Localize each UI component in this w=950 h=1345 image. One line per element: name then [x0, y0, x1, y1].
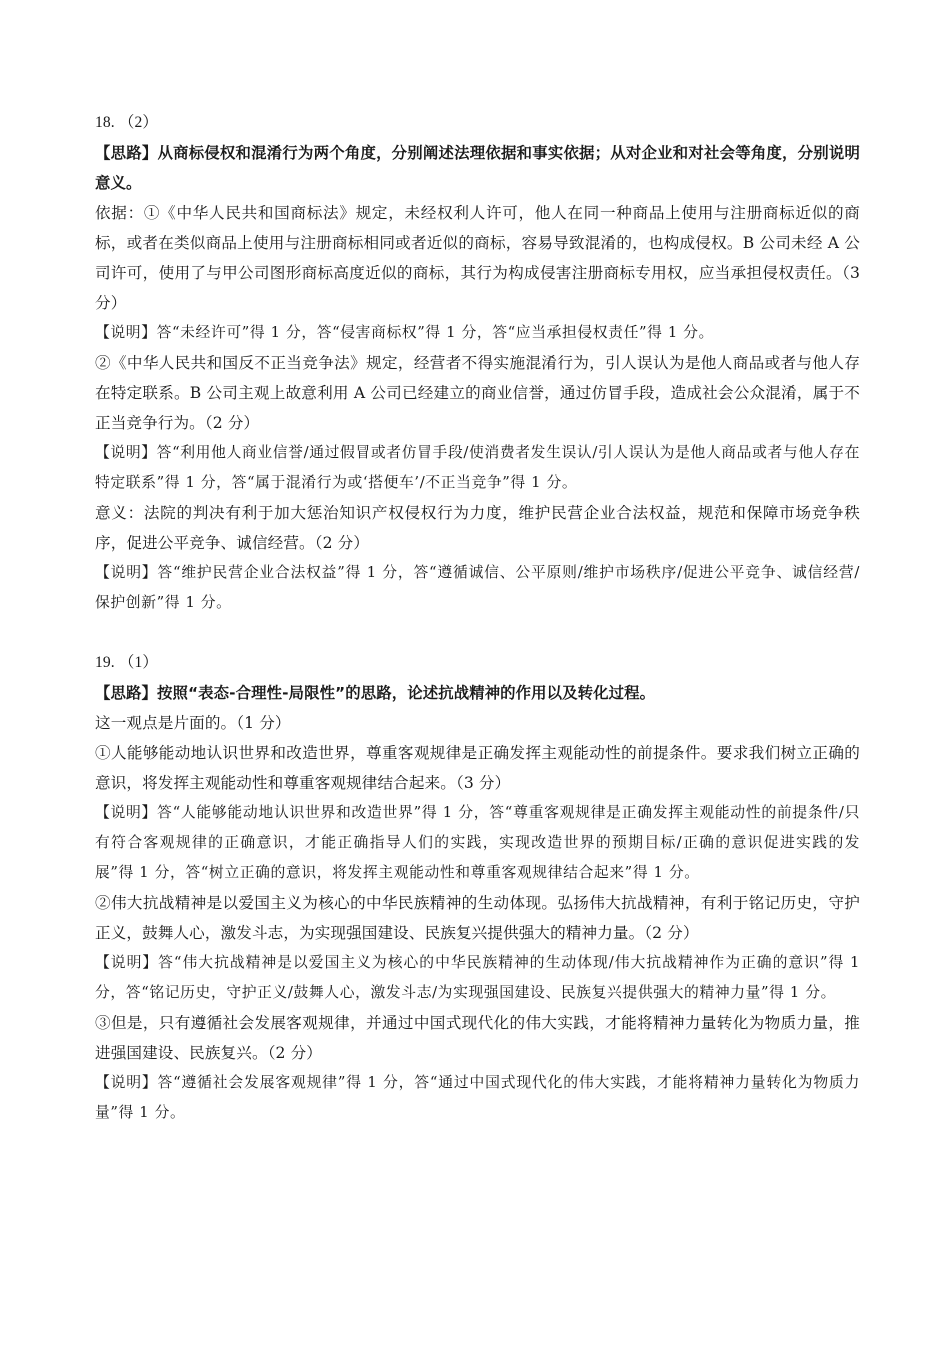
- question-19-thought: 【思路】按照“表态-合理性-局限性”的思路，论述抗战精神的作用以及转化过程。: [95, 684, 656, 702]
- question-18-section: [95, 108, 860, 618]
- question-18-basis-2: ②《中华人民共和国反不正当竞争法》规定，经营者不得实施混淆行为，引人误认为是他人商品或者与他人存在特定联系。B 公司主观上故意利用 A 公司已经建立的商业信誉，通过仿冒手段，造成社会公众混淆，属于不正当竞争行为。（2 分）: [95, 354, 860, 432]
- question-19-point-3: ③但是，只有遵循社会发展客观规律，并通过中国式现代化的伟大实践，才能将精神力量转化为物质力量，推进强国建设、民族复兴。（2 分）: [95, 1014, 860, 1062]
- question-19-number: 19. （1）: [95, 654, 159, 671]
- answer-page: [95, 108, 860, 1128]
- section-spacer: [95, 618, 860, 648]
- question-19-point-2: ②伟大抗战精神是以爱国主义为核心的中华民族精神的生动体现。弘扬伟大抗战精神，有利于铭记历史，守护正义，鼓舞人心，激发斗志，为实现强国建设、民族复兴提供强大的精神力量。（2 分）: [95, 894, 860, 942]
- question-19-point-1: ①人能够能动地认识世界和改造世界，尊重客观规律是正确发挥主观能动性的前提条件。要求我们树立正确的意识，将发挥主观能动性和尊重客观规律结合起来。（3 分）: [95, 744, 860, 792]
- question-18-note-1: 【说明】答“未经许可”得 1 分，答“侵害商标权”得 1 分，答“应当承担侵权责任”得 1 分。: [95, 324, 714, 341]
- question-19-note-3: 【说明】答“遵循社会发展客观规律”得 1 分，答“通过中国式现代化的伟大实践，才能将精神力量转化为物质力量”得 1 分。: [95, 1074, 860, 1121]
- question-19-note-1: 【说明】答“人能够能动地认识世界和改造世界”得 1 分，答“尊重客观规律是正确发挥主观能动性的前提条件/只有符合客观规律的正确意识，才能正确指导人们的实践，实现改造世界的预期目标/正确的意识促进实践的发展”得 1 分，答“树立正确的意识，将发挥主观能动性和尊重客观规律结合起来”得 1 分。: [95, 804, 860, 881]
- question-18-note-3: 【说明】答“维护民营企业合法权益”得 1 分，答“遵循诚信、公平原则/维护市场秩序/促进公平竞争、诚信经营/保护创新”得 1 分。: [95, 564, 860, 611]
- question-18-note-2: 【说明】答“利用他人商业信誉/通过假冒或者仿冒手段/使消费者发生误认/引人误认为是他人商品或者与他人存在特定联系”得 1 分，答“属于混淆行为或‘搭便车’/不正当竞争”得 1 分。: [95, 444, 860, 491]
- question-19-note-2: 【说明】答“伟大抗战精神是以爱国主义为核心的中华民族精神的生动体现/伟大抗战精神作为正确的意识”得 1 分，答“铭记历史，守护正义/鼓舞人心，激发斗志/为实现强国建设、民族复兴提供强大的精神力量”得 1 分。: [95, 954, 860, 1001]
- question-18-basis-1: 依据：①《中华人民共和国商标法》规定，未经权利人许可，他人在同一种商品上使用与注册商标近似的商标，或者在类似商品上使用与注册商标相同或者近似的商标，容易导致混淆的，也构成侵权。B 公司未经 A 公司许可，使用了与甲公司图形商标高度近似的商标，其行为构成侵害注册商标专用权，应当承担侵权责任。（3 分）: [95, 204, 860, 312]
- question-18-meaning: 意义：法院的判决有利于加大惩治知识产权侵权行为力度，维护民营企业合法权益，规范和保障市场竞争秩序，促进公平竞争、诚信经营。（2 分）: [95, 504, 860, 552]
- question-19-stance: 这一观点是片面的。（1 分）: [95, 714, 291, 732]
- question-19-section: [95, 648, 860, 1128]
- question-18-number: 18. （2）: [95, 114, 159, 131]
- question-18-thought: 【思路】从商标侵权和混淆行为两个角度，分别阐述法理依据和事实依据；从对企业和对社会等角度，分别说明意义。: [95, 144, 860, 192]
